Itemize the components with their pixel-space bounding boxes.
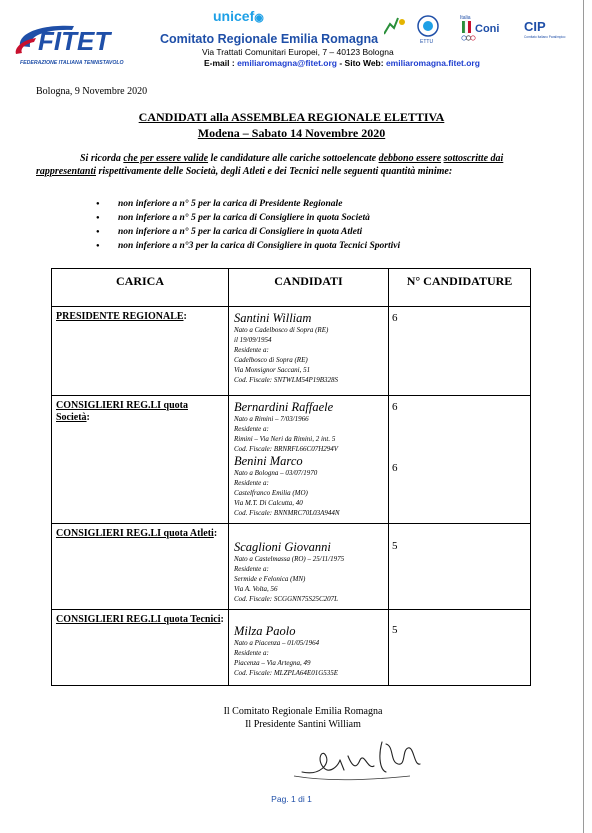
list-item: ● non inferiore a n° 5 per la carica di Consigliere in quota Società [96, 211, 400, 225]
carica-cell: CONSIGLIERI REG.LI quota Società: [52, 396, 229, 524]
website-link[interactable]: emiliaromagna.fitet.org [385, 58, 480, 68]
document-title: CANDIDATI alla ASSEMBLEA REGIONALE ELETTIVA [138, 110, 445, 124]
org-address: Via Trattati Comunitari Europei, 7 – 40123 Bologna [202, 47, 394, 57]
svg-text:FEDERAZIONE ITALIANA TENNISTAV: FEDERAZIONE ITALIANA TENNISTAVOLO [20, 60, 124, 66]
email-link[interactable]: emiliaromagna@fitet.org [237, 58, 337, 68]
coni-logo [460, 15, 499, 40]
column-header-candidati: CANDIDATI [229, 269, 389, 307]
candidate-name: Benini Marco [234, 454, 303, 468]
svg-text:Italia: Italia [460, 15, 471, 21]
page-edge [583, 0, 584, 833]
svg-text:CIP: CIP [524, 19, 546, 34]
candidate-name: Santini William [234, 311, 312, 325]
list-item: ● non inferiore a n°3 per la carica di Consigliere in quota Tecnici Sportivi [96, 239, 400, 253]
candidate-name: Milza Paolo [234, 624, 296, 638]
letterhead [0, 0, 583, 72]
page-number: Pag. 1 di 1 [271, 794, 312, 804]
carica-cell: CONSIGLIERI REG.LI quota Tecnici: [52, 610, 229, 686]
cip-logo [524, 19, 566, 39]
candidate-cell: Milza Paolo Nato a Piacenza – 01/05/1964 Residente a: Piacenza – Via Artegna, 49 Cod. Fiscale: MLZPLA64E01G535E [229, 610, 389, 686]
table-row [52, 610, 531, 686]
list-item: ● non inferiore a n° 5 per la carica di Consigliere in quota Atleti [96, 225, 400, 239]
candidate-name: Bernardini Raffaele [234, 400, 334, 414]
carica-cell: CONSIGLIERI REG.LI quota Atleti: [52, 524, 229, 610]
site-label: - Sito Web: [336, 58, 386, 68]
svg-text:Coni: Coni [475, 23, 500, 35]
candidate-cell: Scaglioni Giovanni Nato a Castelmassa (RO) – 25/11/1975 Residente a: Sermide e Felonica (MN) Via A. Volta, 56 Cod. Fiscale: SCGGNN75S25C207L [229, 524, 389, 610]
candidature-count: 5 [389, 524, 531, 610]
fitet-logo [14, 20, 179, 68]
candidates-table [51, 268, 531, 686]
table-row [52, 524, 531, 610]
candidature-count: 5 [389, 610, 531, 686]
intro-paragraph: Si ricorda che per essere valide le candidature alle cariche sottoelencate debbono essere sottoscritte dai rappresentanti rispettivamente delle Società, degli Atleti e dei Tecnici nelle seguenti quantità minime: [36, 153, 504, 177]
svg-text:Comitato Italiano Paralimpico: Comitato Italiano Paralimpico [524, 35, 566, 39]
column-header-num: N° CANDIDATURE [389, 269, 531, 307]
document-subtitle: Modena – Sabato 14 Novembre 2020 [197, 126, 386, 140]
list-item: ● non inferiore a n° 5 per la carica di Presidente Regionale [96, 197, 400, 211]
unicef-emblem-icon: ◉ [254, 12, 264, 24]
email-label: E-mail : [204, 58, 238, 68]
candidate-cell: Santini William Nato a Cadelbosco di Sopra (RE) il 19/09/1954 Residente a: Cadelbosco di Sopra (RE) Via Monsignor Saccani, 51 Cod. Fiscale: SNTWLM54P19B328S [229, 307, 389, 396]
document-date: Bologna, 9 Novembre 2020 [36, 86, 148, 97]
table-row [52, 307, 531, 396]
ittf-logo [384, 18, 405, 34]
carica-cell: PRESIDENTE REGIONALE: [52, 307, 229, 396]
table-row [52, 396, 531, 524]
closing-line-president: Il Presidente Santini William [245, 719, 361, 730]
table-header-row [52, 269, 531, 307]
ettu-logo [418, 16, 438, 44]
handwritten-signature [290, 726, 440, 786]
partner-logos [384, 12, 580, 44]
svg-text:FITET: FITET [38, 26, 111, 56]
requirements-list [96, 197, 400, 253]
column-header-carica: CARICA [52, 269, 229, 307]
svg-text:ETTU: ETTU [420, 39, 434, 44]
candidature-count: 6 [389, 307, 531, 396]
closing-line-committee: Il Comitato Regionale Emilia Romagna [223, 706, 383, 717]
candidate-name: Scaglioni Giovanni [234, 540, 331, 554]
org-name: Comitato Regionale Emilia Romagna [160, 32, 379, 46]
unicef-logo: unicef◉ [213, 8, 264, 24]
org-contact [204, 58, 480, 68]
candidate-cell: Bernardini Raffaele Nato a Rimini – 7/03/1966 Residente a: Rimini – Via Neri da Rimini, 2 int. 5 Cod. Fiscale: BRNRFL66C07H294V Benini Marco Nato a Bologna – 03/07/1970 Residente a: Castelfranco Emilia (MO) Via M.T. Di Calcutta, 40 Cod. Fiscale: BNNMRC70L03A944N [229, 396, 389, 524]
candidature-count: 6 6 [389, 396, 531, 524]
